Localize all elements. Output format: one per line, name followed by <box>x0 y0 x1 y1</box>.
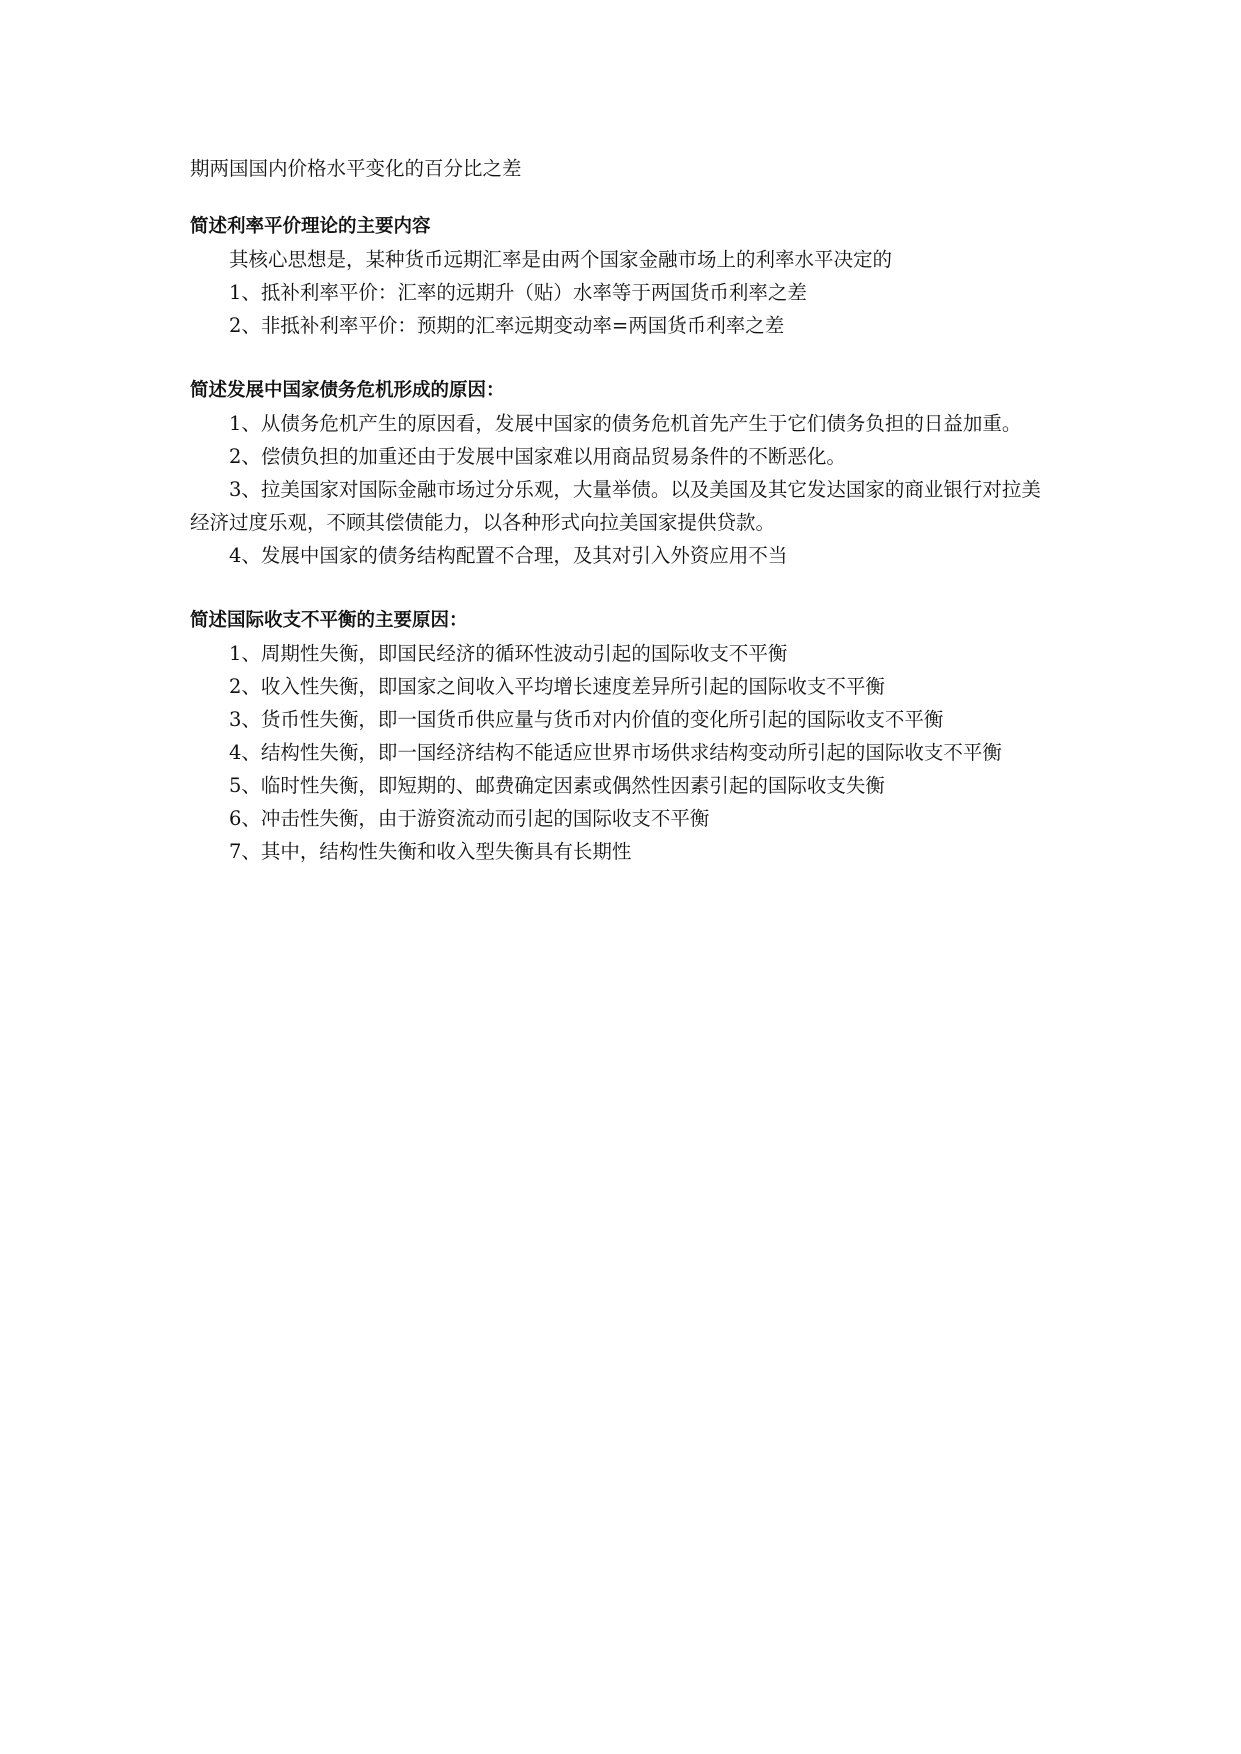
list-item: 1、周期性失衡，即国民经济的循环性波动引起的国际收支不平衡 <box>229 642 788 665</box>
intro-line: 期两国国内价格水平变化的百分比之差 <box>190 157 522 180</box>
list-item: 2、非抵补利率平价：预期的汇率远期变动率=两国货币利率之差 <box>229 314 785 337</box>
list-item: 4、发展中国家的债务结构配置不合理，及其对引入外资应用不当 <box>229 544 788 567</box>
list-item: 7、其中，结构性失衡和收入型失衡具有长期性 <box>229 840 632 863</box>
paragraph: 其核心思想是，某种货币远期汇率是由两个国家金融市场上的利率水平决定的 <box>229 248 893 271</box>
list-item: 3、拉美国家对国际金融市场过分乐观，大量举债。以及美国及其它发达国家的商业银行对拉美经济过度乐观，不顾其偿债能力，以各种形式向拉美国家提供贷款。 <box>190 478 1041 534</box>
list-item: 1、从债务危机产生的原因看，发展中国家的债务危机首先产生于它们债务负担的日益加重。 <box>229 412 1022 435</box>
list-item: 2、收入性失衡，即国家之间收入平均增长速度差异所引起的国际收支不平衡 <box>229 675 885 698</box>
list-item: 6、冲击性失衡，由于游资流动而引起的国际收支不平衡 <box>229 807 710 830</box>
list-item: 4、结构性失衡，即一国经济结构不能适应世界市场供求结构变动所引起的国际收支不平衡 <box>229 741 1002 764</box>
list-item: 5、临时性失衡，即短期的、邮费确定因素或偶然性因素引起的国际收支失衡 <box>229 774 885 797</box>
section-heading-bop-imbalance: 简述国际收支不平衡的主要原因： <box>190 610 468 631</box>
list-item: 2、偿债负担的加重还由于发展中国家难以用商品贸易条件的不断恶化。 <box>229 445 846 468</box>
section-heading-interest-parity: 简述利率平价理论的主要内容 <box>190 216 431 237</box>
list-item: 1、抵补利率平价：汇率的远期升（贴）水率等于两国货币利率之差 <box>229 281 807 304</box>
section-heading-debt-crisis: 简述发展中国家债务危机形成的原因： <box>190 380 505 401</box>
list-item: 3、货币性失衡，即一国货币供应量与货币对内价值的变化所引起的国际收支不平衡 <box>229 708 944 731</box>
document-page <box>190 152 1060 868</box>
